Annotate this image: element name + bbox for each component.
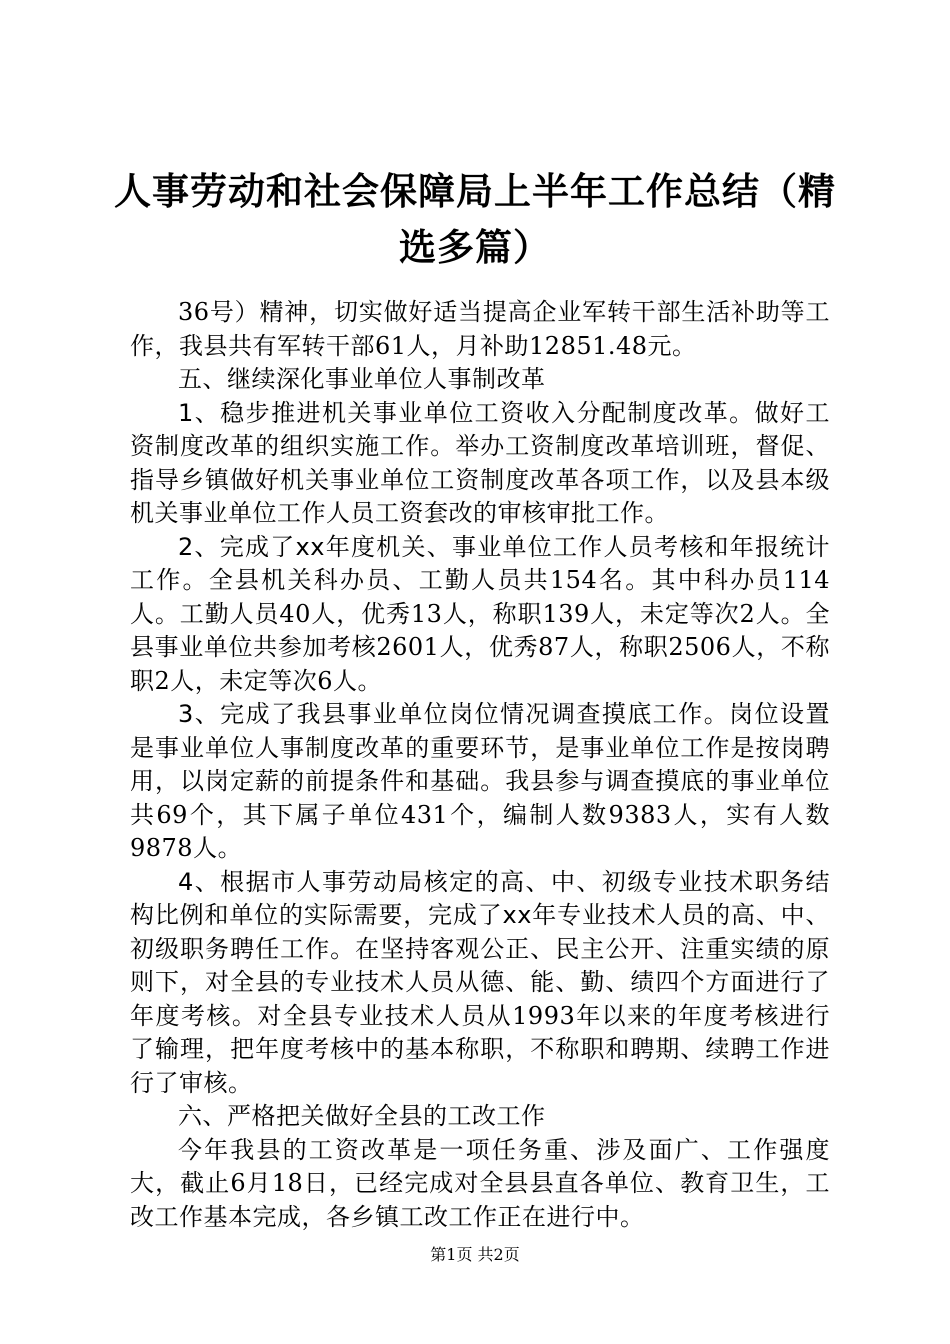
paragraph-text: 岗位设置是事业单位人事制度改革的重要环节，是事业单位工作是按岗聘用，以岗定薪的前提条件和基础。我县参与调查摸底的事业单位共69个，其下属子单位431个，编制人数9383人，实有人数9878人。 — [130, 700, 830, 862]
section-heading: 五、继续深化事业单位人事制改革 — [178, 365, 546, 393]
page-footer: 第1页 共2页 — [430, 1245, 520, 1264]
paragraph — [130, 397, 830, 531]
paragraph — [130, 698, 830, 866]
document-title: 人事劳动和社会保障局上半年工作总结（精选多篇） — [114, 170, 836, 269]
paragraph-lead: 3、完成了我县事业单位岗位情况调查摸底工作。 — [178, 700, 730, 728]
paragraph-text: 全县机关科办员、工勤人员共154名。其中科办员114人。工勤人员40人，优秀13人，称职139人，未定等次2人。全县事业单位共参加考核2601人，优秀87人，称职2506人，不称职2人，未定等次6人。 — [130, 566, 830, 695]
paragraph-lead: 4、根据市人事劳动局核定的高、中、初级专业技术职务结构比例和单位的实际需要，完成了xx年专业技术人员的高、中、初级职务聘任工作。 — [130, 867, 830, 963]
paragraph-lead: 2、完成了xx年度机关、事业单位工作人员考核和年报统计工作。 — [130, 532, 830, 594]
paragraph — [130, 531, 830, 699]
paragraph — [130, 1134, 830, 1235]
section-heading: 六、严格把关做好全县的工改工作 — [178, 1102, 546, 1130]
paragraph-text: 在坚持客观公正、民主公开、注重实绩的原则下，对全县的专业技术人员从德、能、勤、绩四个方面进行了年度考核。对全县专业技术人员从1993年以来的年度考核进行了输理，把年度考核中的基本称职，不称职和聘期、续聘工作进行了审核。 — [130, 934, 831, 1097]
paragraph-text: 做好工资制度改革的组织实施工作。举办工资制度改革培训班，督促、指导乡镇做好机关事业单位工资制度改革各项工作，以及县本级机关事业单位工作人员工资套改的审核审批工作。 — [130, 398, 830, 527]
paragraph-text: 今年我县的工资改革是一项任务重、涉及面广、工作强度大，截止6月18日，已经完成对全县县直各单位、教育卫生，工改工作基本完成，各乡镇工改工作正在进行中。 — [130, 1135, 830, 1231]
paragraph — [130, 296, 830, 363]
paragraph — [130, 866, 830, 1101]
paragraph-text: 36号）精神，切实做好适当提高企业军转干部生活补助等工作，我县共有军转干部61人，月补助12851.48元。 — [130, 298, 830, 360]
document-body — [130, 296, 830, 1234]
paragraph-lead: 1、稳步推进机关事业单位工资收入分配制度改革。 — [178, 398, 755, 427]
